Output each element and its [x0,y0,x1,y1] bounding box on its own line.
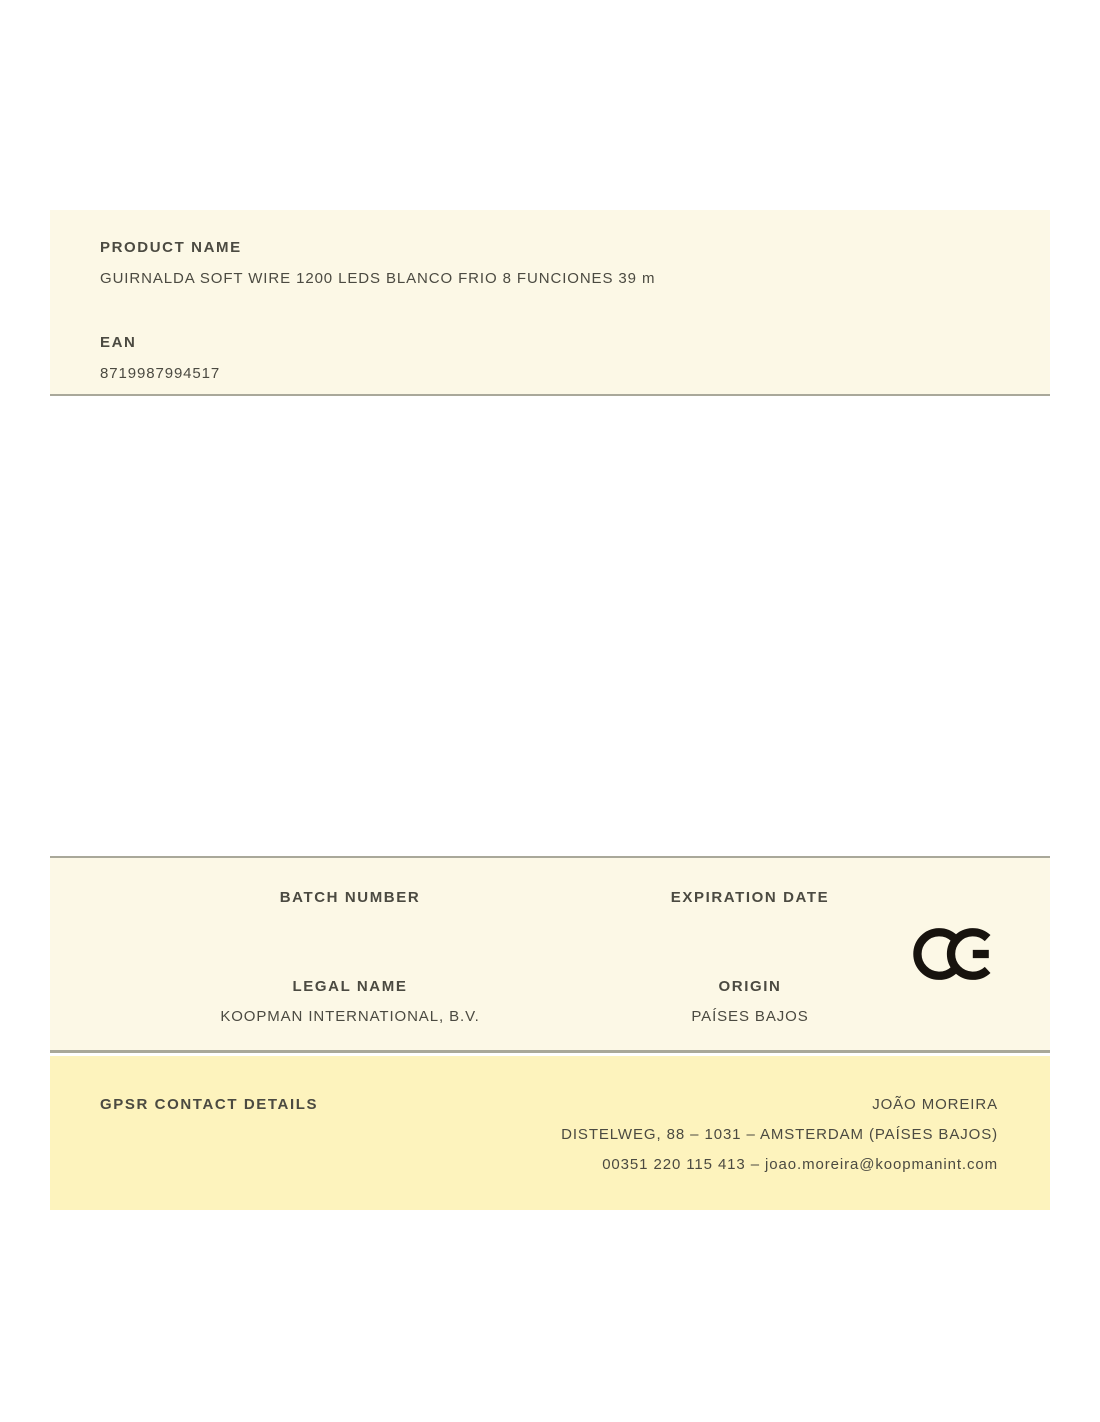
ean-label: EAN [100,334,137,351]
product-name-label: PRODUCT NAME [100,239,242,256]
origin-value: PAÍSES BAJOS [691,1008,809,1025]
origin-label: ORIGIN [718,978,782,995]
product-section [50,210,1050,396]
ean-field [100,334,1000,382]
expiration-date-field [500,889,1000,906]
product-name-value: GUIRNALDA SOFT WIRE 1200 LEDS BLANCO FRIO 8 FUNCIONES 39 m [100,270,656,287]
contact-name: JOÃO MOREIRA [872,1096,998,1113]
ce-mark-icon [912,922,992,986]
expiration-date-label: EXPIRATION DATE [670,889,830,906]
legal-name-label: LEGAL NAME [292,978,408,995]
batch-number-label: BATCH NUMBER [279,889,421,906]
gpsr-contact-section [50,1056,1050,1210]
contact-phone-email: 00351 220 115 413 – joao.moreira@koopmanint.com [602,1156,998,1173]
product-name-field [100,239,1000,287]
ean-value: 8719987994517 [100,365,221,382]
gpsr-contact-lines [561,1096,998,1173]
contact-address: DISTELWEG, 88 – 1031 – AMSTERDAM (PAÍSES BAJOS) [561,1126,998,1143]
legal-name-value: KOOPMAN INTERNATIONAL, B.V. [220,1008,480,1025]
details-section [50,856,1050,1053]
gpsr-contact-label: GPSR CONTACT DETAILS [100,1096,319,1113]
